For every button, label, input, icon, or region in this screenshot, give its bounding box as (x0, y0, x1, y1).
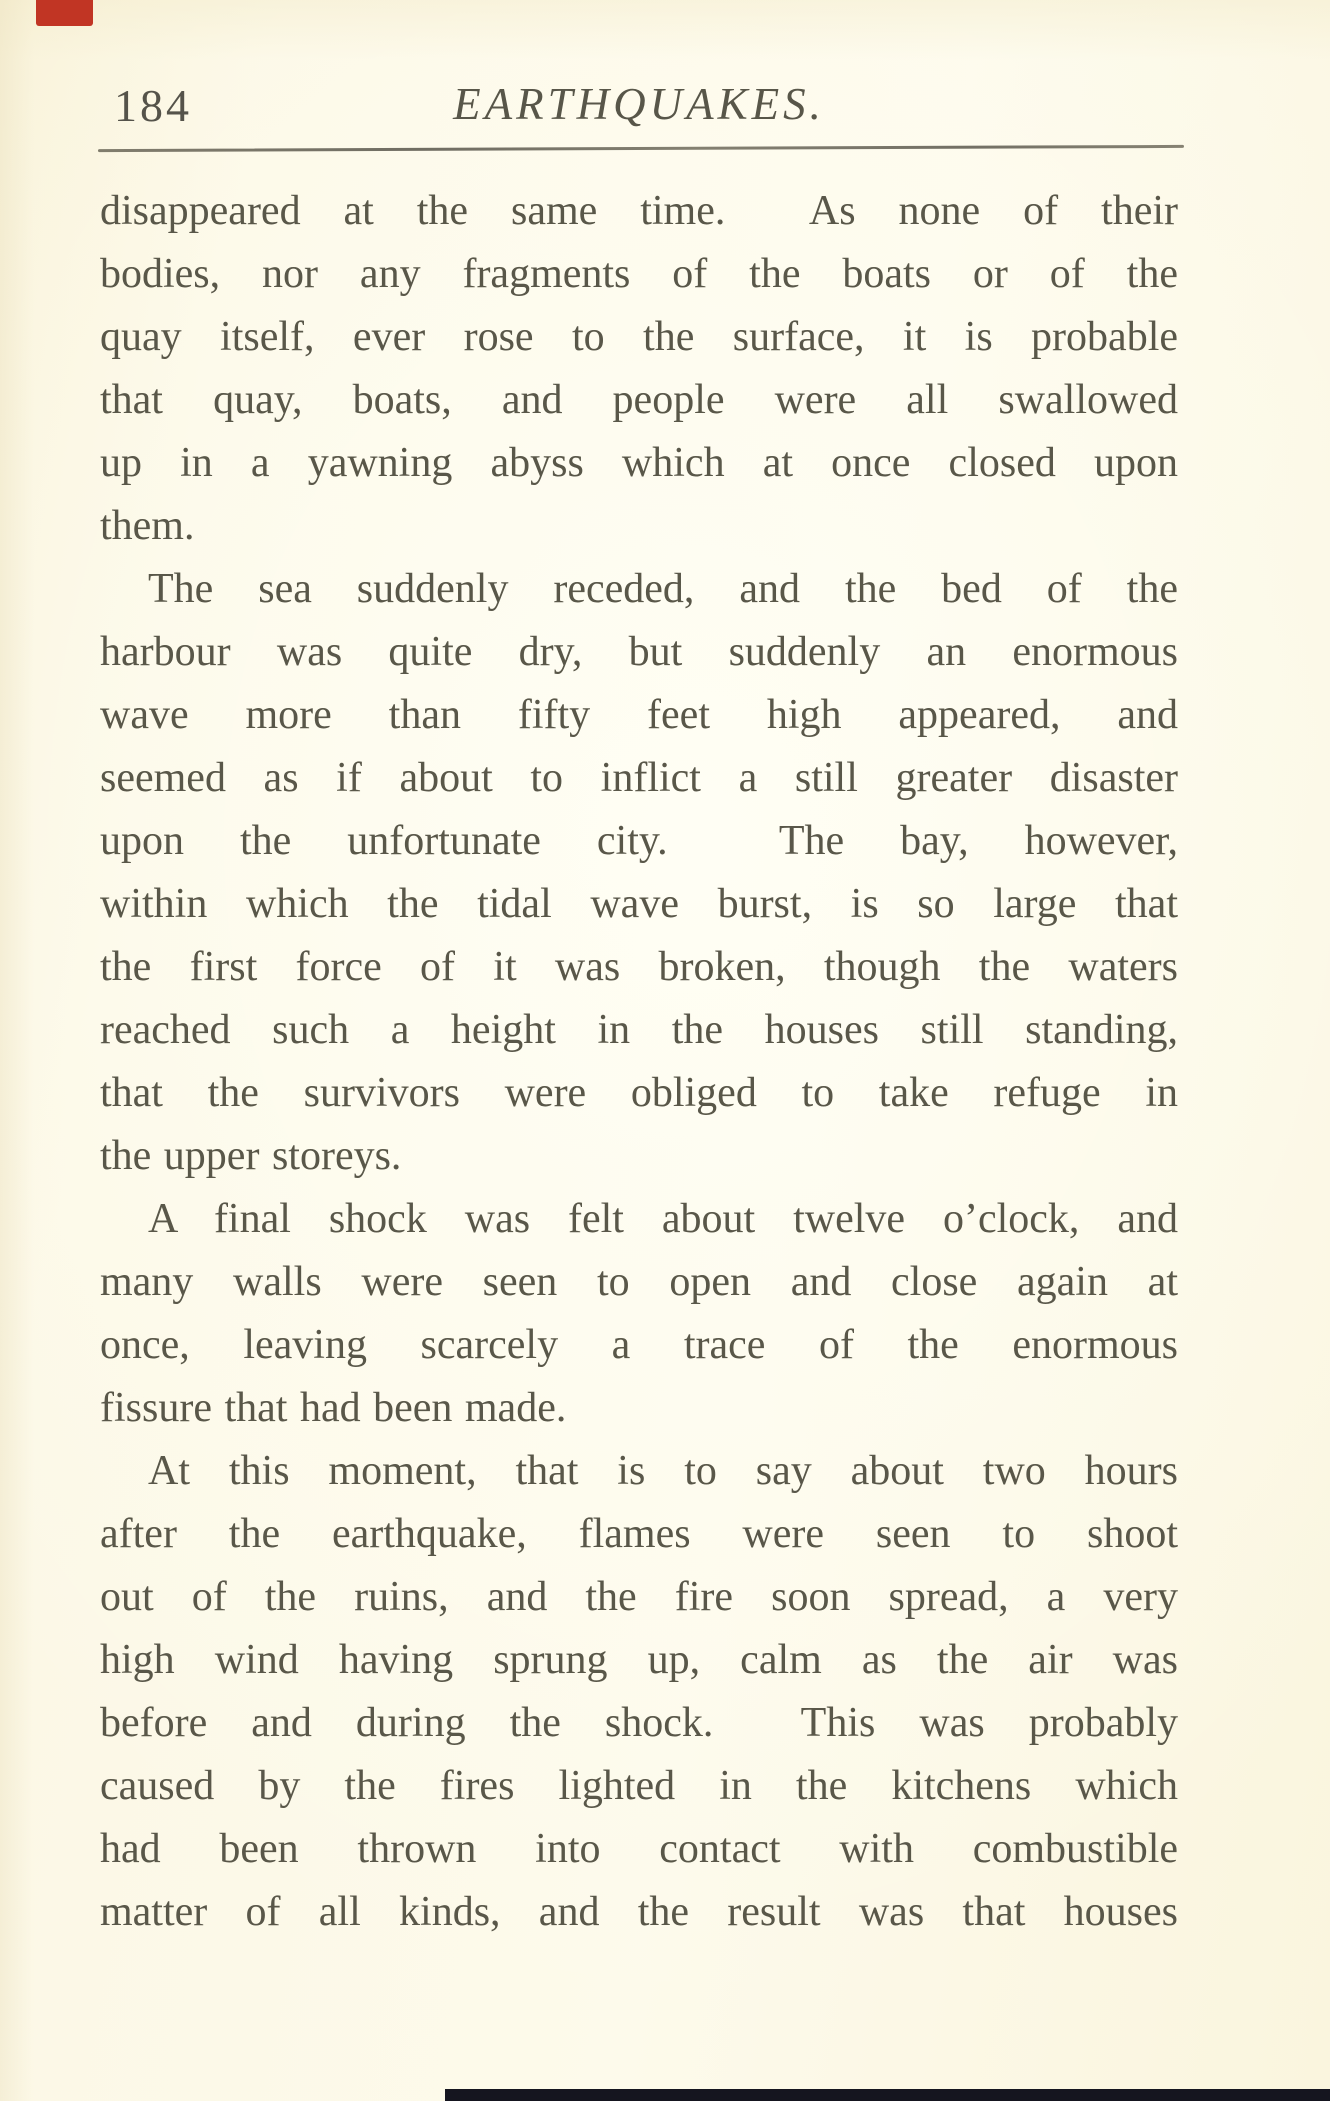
text-line: after the earthquake, flames were seen to shoot (100, 1511, 1178, 1557)
text-line: bodies, nor any fragments of the boats or of the (100, 251, 1178, 297)
text-line: matter of all kinds, and the result was that houses (100, 1889, 1178, 1935)
text-line: the upper storeys. (100, 1133, 402, 1179)
text-line: caused by the fires lighted in the kitchens which (100, 1763, 1178, 1809)
text-line: them. (100, 503, 195, 549)
text-line: that quay, boats, and people were all swallowed (100, 377, 1178, 423)
text-line: once, leaving scarcely a trace of the enormous (100, 1322, 1178, 1368)
text-line: had been thrown into contact with combustible (100, 1826, 1178, 1872)
text-line: The sea suddenly receded, and the bed of the (148, 566, 1178, 612)
text-line: seemed as if about to inflict a still greater disaster (100, 755, 1178, 801)
text-line: that the survivors were obliged to take refuge in (100, 1070, 1178, 1116)
text-line: disappeared at the same time. As none of their (100, 188, 1178, 234)
text-line: before and during the shock. This was probably (100, 1700, 1178, 1746)
text-line: many walls were seen to open and close again at (100, 1259, 1178, 1305)
bottom-scan-bar (445, 2089, 1330, 2101)
text-line: up in a yawning abyss which at once closed upon (100, 440, 1178, 486)
text-body (100, 180, 1178, 1944)
text-line: within which the tidal wave burst, is so large that (100, 881, 1178, 927)
text-line: At this moment, that is to say about two hours (148, 1448, 1178, 1494)
text-line: quay itself, ever rose to the surface, it is probable (100, 314, 1178, 360)
text-line: high wind having sprung up, calm as the air was (100, 1637, 1178, 1683)
running-title: EARTHQUAKES. (453, 79, 825, 129)
header-rule-divider (98, 145, 1184, 152)
text-line: wave more than fifty feet high appeared, and (100, 692, 1178, 738)
page-number: 184 (114, 80, 192, 131)
text-line: reached such a height in the houses still standing, (100, 1007, 1178, 1053)
text-line: the first force of it was broken, though the waters (100, 944, 1178, 990)
text-line: harbour was quite dry, but suddenly an enormous (100, 629, 1178, 675)
text-line: A final shock was felt about twelve o’clock, and (148, 1196, 1178, 1242)
text-line: out of the ruins, and the fire soon spread, a very (100, 1574, 1178, 1620)
text-line: fissure that had been made. (100, 1385, 567, 1431)
red-scan-tab (36, 0, 93, 26)
text-line: upon the unfortunate city. The bay, however, (100, 818, 1178, 864)
